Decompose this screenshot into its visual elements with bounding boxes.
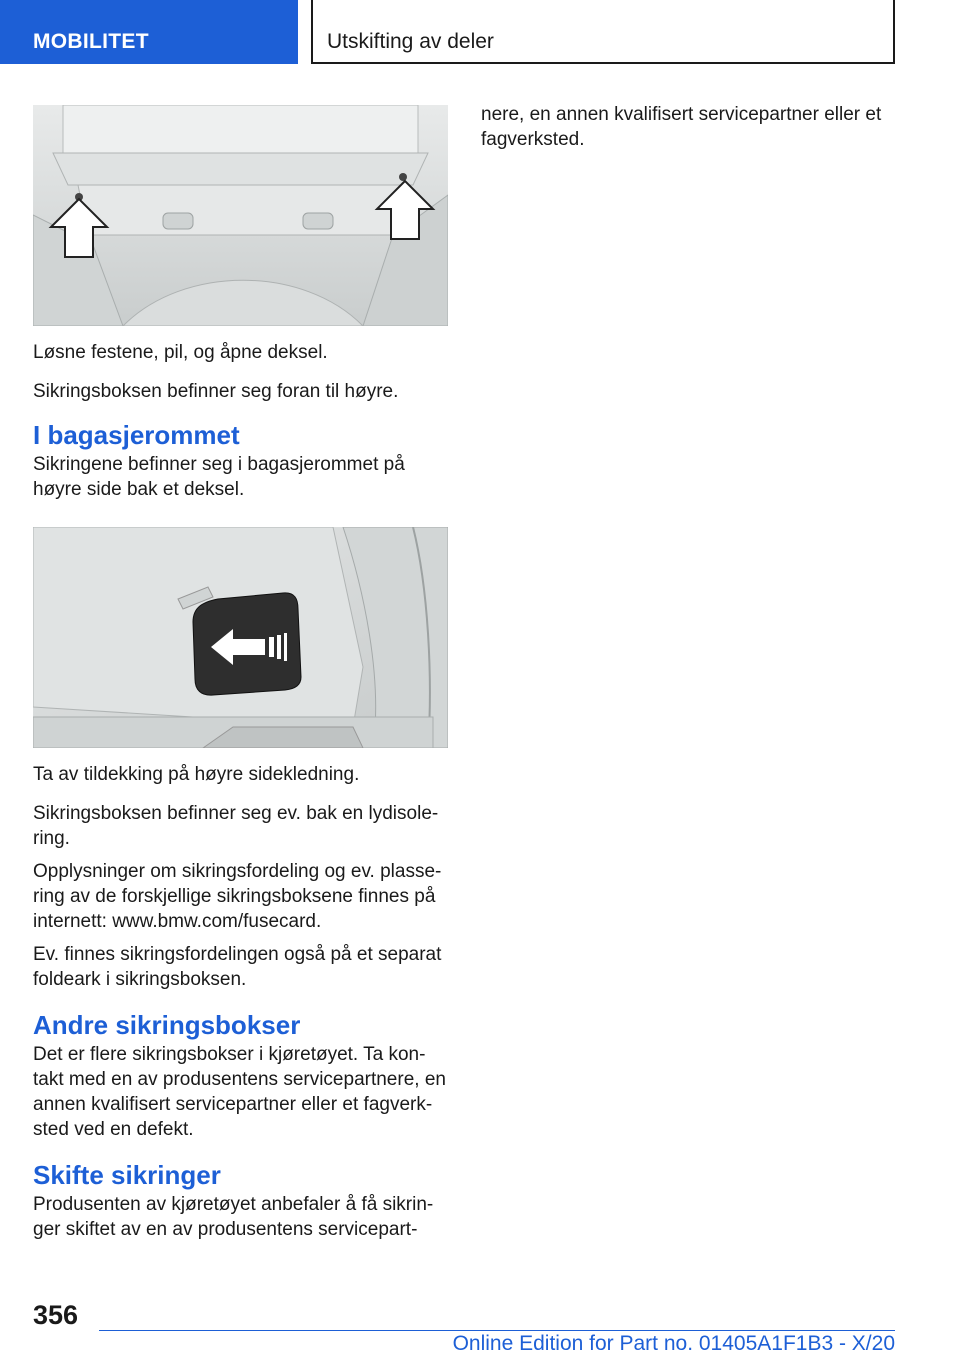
- section-heading: Skifte sikringer: [33, 1160, 221, 1190]
- paragraph: Opplysninger om sikringsfordeling og ev. plassering av de forskjellige sikringsboksene finnes på internett: www.bmw.com/fusecard.: [33, 861, 442, 932]
- section-heading: Andre sikringsbokser: [33, 1010, 301, 1040]
- left-column: [33, 105, 448, 1242]
- paragraph: Sikringsboksen befinner seg foran til høyre.: [33, 381, 399, 402]
- figure-caption: Løsne festene, pil, og åpne deksel.: [33, 342, 328, 363]
- paragraph: Sikringsboksen befinner seg ev. bak en lydisolering.: [33, 803, 439, 849]
- edition-note: Online Edition for Part no. 01405A1F1B3 - X/20: [452, 1332, 895, 1355]
- page-number: 356: [33, 1300, 79, 1330]
- section-tab: [0, 0, 298, 64]
- trunk-fuse-cover-illustration: [33, 527, 448, 748]
- figure-caption: Ta av tildekking på høyre sidekledning.: [33, 764, 360, 785]
- chapter-tab: [311, 0, 895, 64]
- chapter-label: Utskifting av deler: [327, 30, 494, 53]
- footer-divider: [99, 1330, 895, 1331]
- paragraph: Det er flere sikringsbokser i kjøretøyet. Ta kontakt med en av produsentens servicepartnere, en annen kvalifisert servicepartner eller et fagverksted ved en defekt.: [33, 1044, 446, 1140]
- paragraph: Sikringene befinner seg i bagasjerommet på høyre side bak et deksel.: [33, 454, 405, 500]
- paragraph: nere, en annen kvalifisert servicepartner eller et fagverksted.: [481, 104, 882, 150]
- paragraph: Produsenten av kjøretøyet anbefaler å få sikringer skiftet av en av produsentens servicepart-: [33, 1194, 434, 1240]
- section-label: MOBILITET: [33, 30, 149, 53]
- front-fuse-cover-illustration: [33, 105, 448, 326]
- paragraph: Ev. finnes sikringsfordelingen også på et separat foldeark i sikringsboksen.: [33, 944, 442, 990]
- right-column: [481, 105, 896, 152]
- section-heading: I bagasjerommet: [33, 420, 240, 450]
